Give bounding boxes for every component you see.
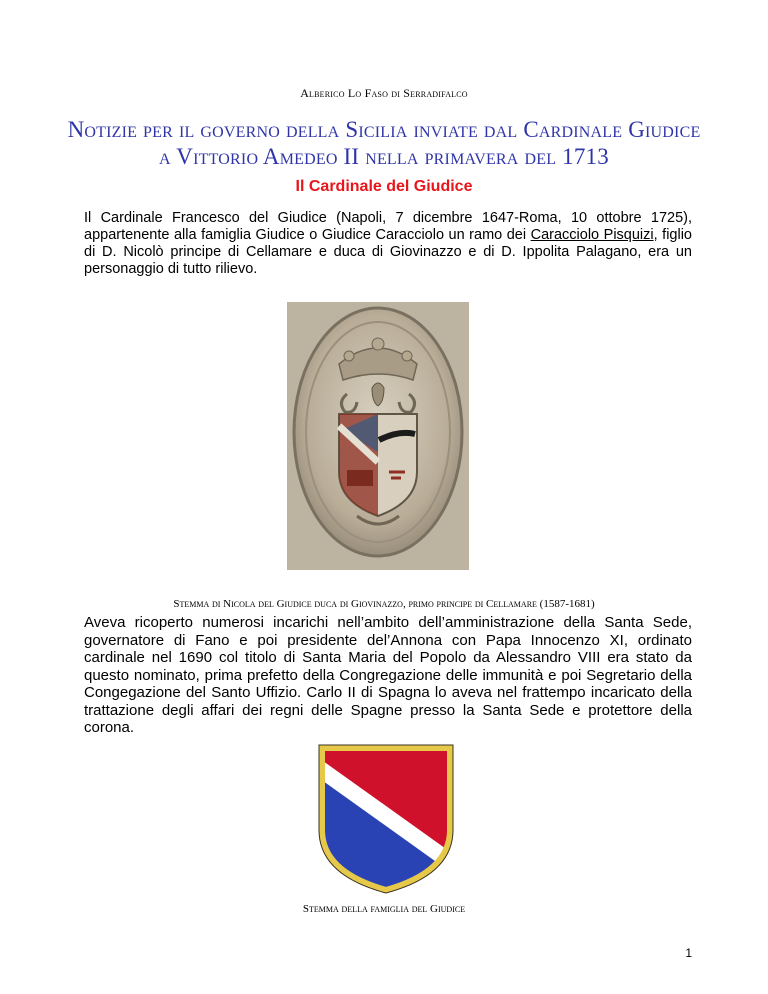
- family-shield-image: [316, 742, 456, 894]
- stone-coat-of-arms-image: [287, 302, 469, 570]
- paragraph-intro-text: Il Cardinale Francesco del Giudice (Napoli, 7 dicembre 1647-Roma, 10 ottobre 1725), appartenente alla famiglia Giudice o Giudice Caracciolo un ramo dei: [84, 210, 692, 243]
- section-heading: Il Cardinale del Giudice: [295, 178, 473, 195]
- document-title: Notizie per il governo della Sicilia inviate dal Cardinale Giudice a Vittorio Amedeo II nella primavera del 1713: [67, 117, 701, 169]
- author-line: Alberico Lo Faso di Serradifalco: [300, 86, 468, 100]
- paragraph-career: Aveva ricoperto numerosi incarichi nell’ambito dell’amministrazione della Santa Sede, governatore di Fano e poi presidente del’Annona con Papa Innocenzo XI, ordinato cardinale nel 1690 col titolo di Santa Maria del Popolo da Alessandro VIII era stato da questo nominato, prima prefetto della Congregazione delle immunità e poi Segretario della Congegazione del Santo Uffizio. Carlo II di Spagna lo aveva nel frattempo incaricato della trattazione degli affari dei regni delle Spagne presso la Santa Sede e protettore della corona.: [84, 614, 692, 736]
- figure-caption-stone: Stemma di Nicola del Giudice duca di Giovinazzo, primo principe di Cellamare (1587-1681): [173, 598, 595, 610]
- caracciolo-pisquizi-link[interactable]: Caracciolo Pisquizi: [530, 227, 654, 243]
- paragraph-intro: [84, 210, 692, 278]
- figure-caption-shield: Stemma della famiglia del Giudice: [302, 903, 466, 915]
- paragraph-intro-text-end: , figlio di D. Nicolò principe di Cellamare e duca di Giovinazzo e di D. Ippolita Palagano, era un personaggio di tutto rilievo.: [84, 227, 692, 277]
- page-number: 1: [685, 946, 692, 960]
